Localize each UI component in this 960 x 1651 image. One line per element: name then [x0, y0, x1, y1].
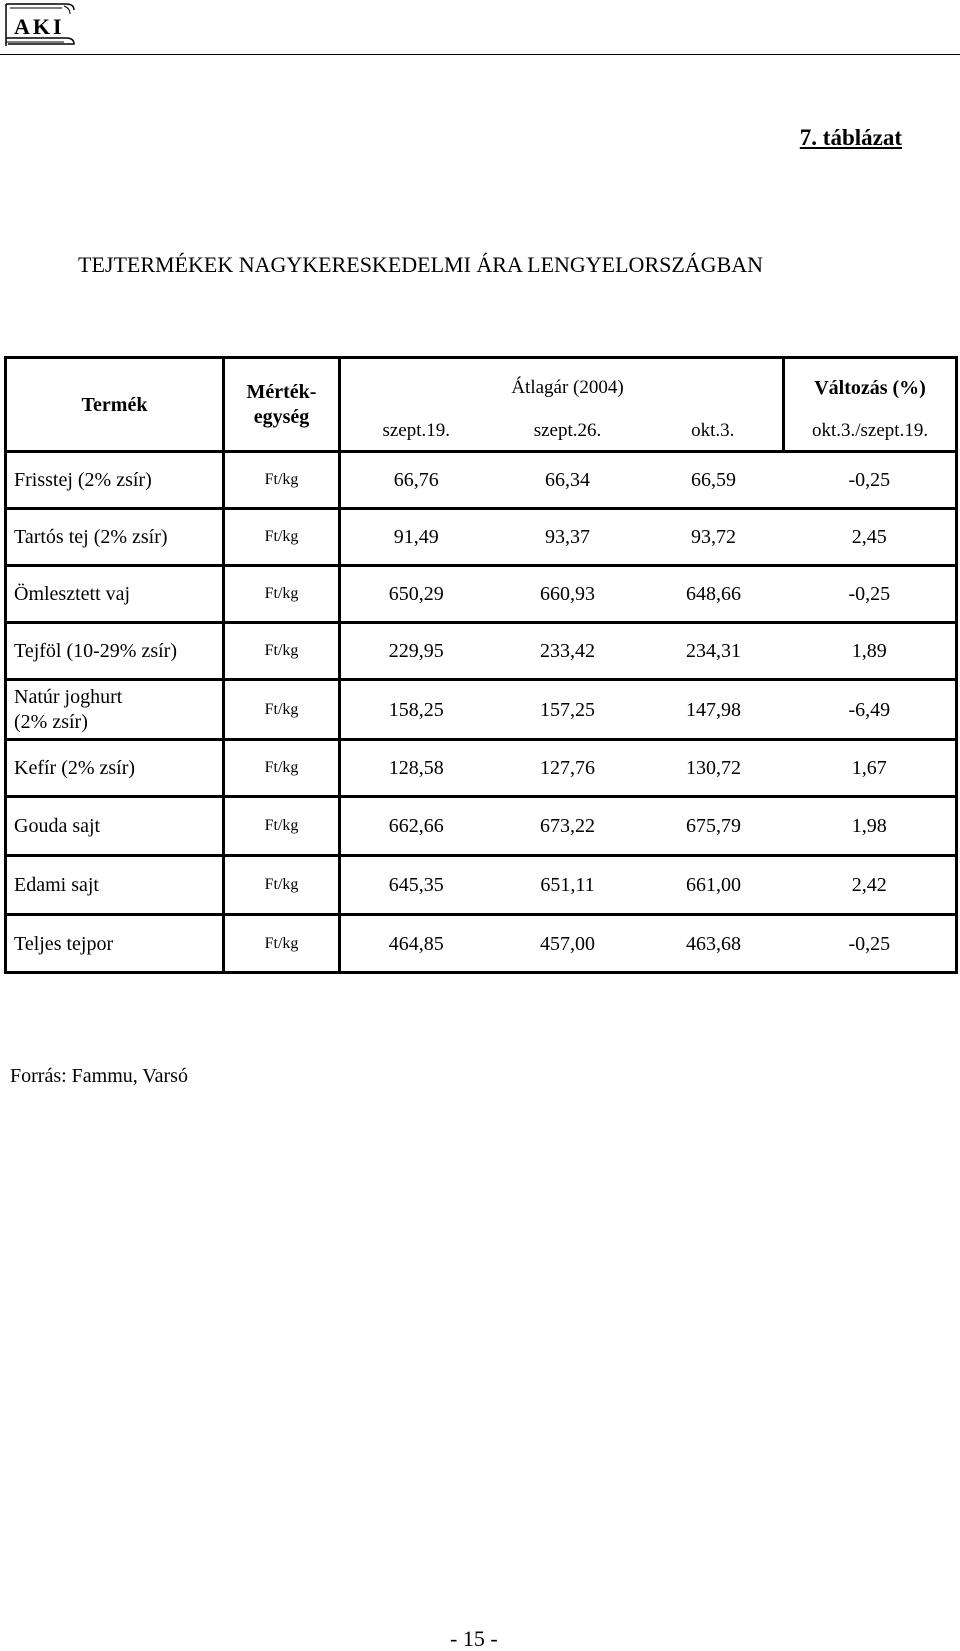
row-product: Edami sajt — [6, 856, 224, 915]
row-product: Gouda sajt — [6, 797, 224, 856]
row-change: -6,49 — [784, 680, 957, 740]
header-unit-line1: Mérték- — [246, 380, 317, 403]
row-product: Teljes tejpor — [6, 915, 224, 973]
header-change-label: Változás (%) — [814, 376, 926, 399]
row-product: Kefír (2% zsír) — [6, 740, 224, 797]
header-avg-price — [340, 358, 784, 404]
header-avg-price-label: Átlagár (2004) — [511, 376, 624, 398]
row-value-date2: 457,00 — [540, 932, 595, 955]
header-date-1: szept.19. — [340, 404, 492, 452]
row-value-date1: 645,35 — [340, 856, 492, 915]
row-unit: Ft/kg — [224, 740, 340, 797]
row-product: Tartós tej (2% zsír) — [6, 509, 224, 566]
row-value-date2: 233,42 — [492, 623, 644, 680]
row-value-date1: 650,29 — [340, 566, 492, 623]
row-value-date2: 127,76 — [492, 740, 644, 797]
header-rule — [0, 54, 960, 55]
row-value-date1: 464,85 — [388, 932, 444, 955]
row-unit: Ft/kg — [224, 797, 340, 856]
row-unit: Ft/kg — [224, 856, 340, 915]
row-unit: Ft/kg — [224, 452, 340, 509]
row-change: 1,89 — [784, 623, 957, 680]
row-value-date1: 158,25 — [340, 680, 492, 740]
row-product — [6, 680, 224, 740]
row-value-date2: 673,22 — [492, 797, 644, 856]
header-date-3: okt.3. — [644, 404, 784, 452]
row-value-date2: 66,34 — [492, 452, 644, 509]
row-value-date1: 128,58 — [340, 740, 492, 797]
row-value-date3: 463,68 — [686, 932, 742, 955]
table-row — [6, 740, 957, 797]
row-change: 1,98 — [784, 797, 957, 856]
table-row — [6, 680, 957, 740]
table-row — [6, 509, 957, 566]
row-value-date2: 651,11 — [492, 856, 644, 915]
row-unit: Ft/kg — [224, 509, 340, 566]
row-unit: Ft/kg — [224, 566, 340, 623]
row-value-date3: 234,31 — [644, 623, 784, 680]
header-unit-line2: egység — [253, 405, 310, 428]
table-row — [6, 915, 957, 973]
table-row — [6, 452, 957, 509]
row-change: -0,25 — [848, 932, 891, 955]
header-change-period: okt.3./szept.19. — [784, 404, 957, 452]
table-row — [6, 623, 957, 680]
table-row — [6, 856, 957, 915]
table-row — [6, 797, 957, 856]
header-product-label: Termék — [81, 393, 148, 416]
row-change: -0,25 — [784, 566, 957, 623]
row-value-date3: 648,66 — [644, 566, 784, 623]
aki-logo — [4, 2, 78, 48]
row-value-date3: 675,79 — [644, 797, 784, 856]
row-change: 2,42 — [784, 856, 957, 915]
row-product-line2: (2% zsír) — [14, 710, 88, 733]
row-value-date2: 93,37 — [492, 509, 644, 566]
page-number: - 15 - — [450, 1626, 498, 1651]
row-product-line1: Natúr joghurt — [14, 685, 123, 708]
row-unit: Ft/kg — [224, 623, 340, 680]
table-number-label: 7. táblázat — [799, 125, 902, 150]
row-product: Tejföl (10-29% zsír) — [6, 623, 224, 680]
page-title: TEJTERMÉKEK NAGYKERESKEDELMI ÁRA LENGYELORSZÁGBAN — [78, 252, 764, 277]
row-unit: Ft/kg — [224, 915, 340, 973]
row-value-date1: 662,66 — [340, 797, 492, 856]
header-change — [784, 358, 957, 404]
source-note: Forrás: Fammu, Varsó — [10, 1065, 188, 1087]
row-value-date3: 93,72 — [644, 509, 784, 566]
row-value-date3: 130,72 — [644, 740, 784, 797]
table-row — [6, 566, 957, 623]
price-table — [4, 356, 958, 974]
row-value-date3: 147,98 — [644, 680, 784, 740]
row-change: 1,67 — [784, 740, 957, 797]
row-unit: Ft/kg — [224, 680, 340, 740]
row-value-date1: 229,95 — [340, 623, 492, 680]
row-value-date2: 157,25 — [492, 680, 644, 740]
row-value-date1: 66,76 — [340, 452, 492, 509]
header-product — [6, 358, 224, 452]
row-change: -0,25 — [784, 452, 957, 509]
row-value-date1: 91,49 — [340, 509, 492, 566]
row-change: 2,45 — [784, 509, 957, 566]
logo-text: AKI — [14, 14, 65, 39]
header-date-2: szept.26. — [492, 404, 644, 452]
row-product: Frisstej (2% zsír) — [6, 452, 224, 509]
row-value-date3: 66,59 — [644, 452, 784, 509]
row-value-date3: 661,00 — [644, 856, 784, 915]
row-product: Ömlesztett vaj — [6, 566, 224, 623]
header-unit — [224, 358, 340, 452]
row-value-date2: 660,93 — [492, 566, 644, 623]
